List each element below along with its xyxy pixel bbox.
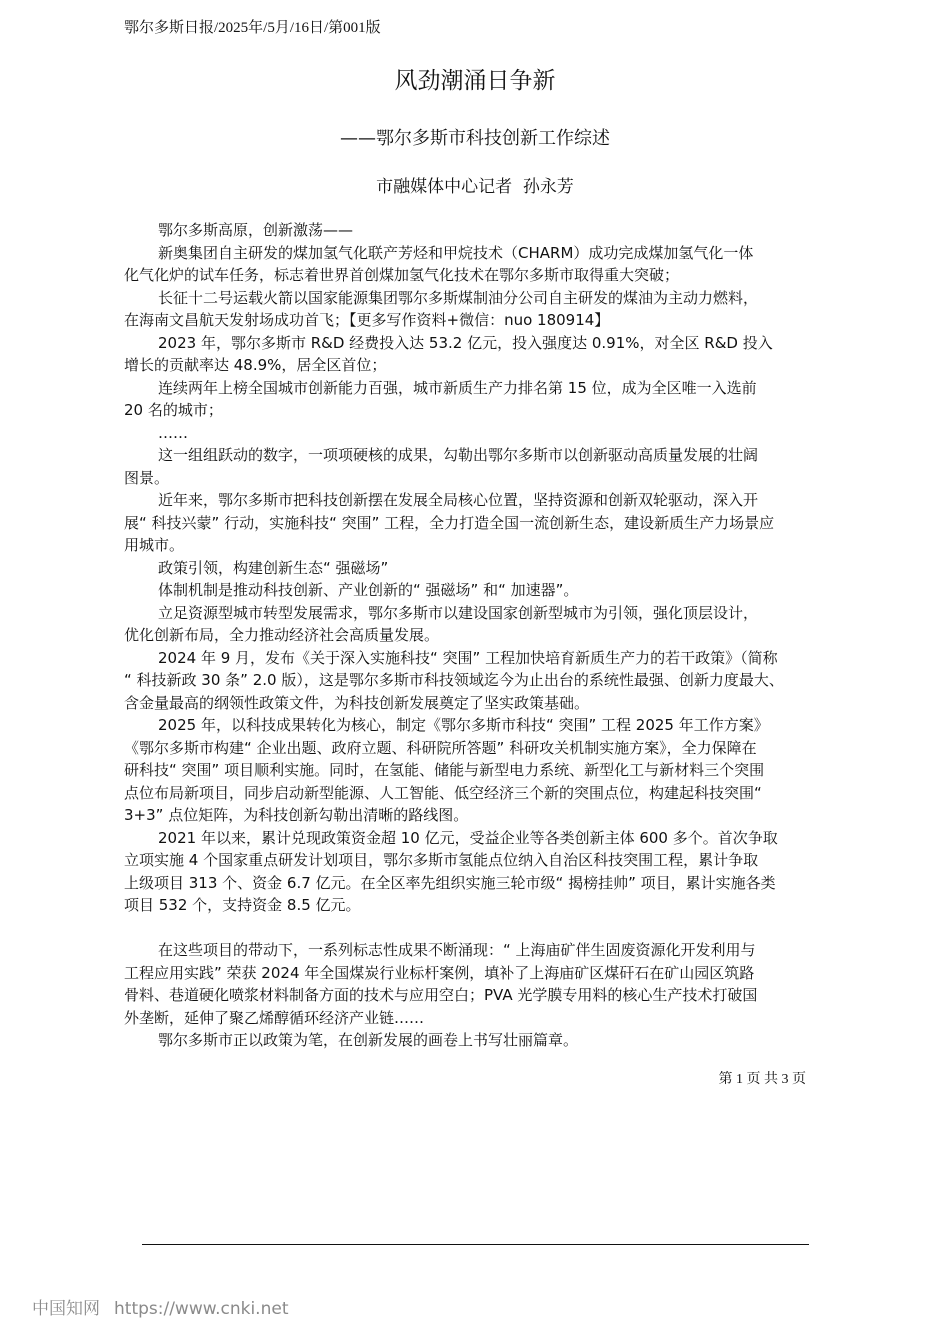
- article-author: 市融媒体中心记者 孙永芳: [376, 177, 574, 197]
- text-line: 新奥集团自主研发的煤加氢气化联产芳烃和甲烷技术（CHARM）成功完成煤加氢气化一体: [158, 243, 754, 262]
- article-title: 风劲潮涌日争新: [394, 68, 556, 94]
- footer: [32, 1294, 302, 1319]
- text-line: 鄂尔多斯高原，创新激荡——: [158, 221, 354, 239]
- text-line: 2025 年，以科技成果转化为核心，制定《鄂尔多斯市科技“ 突围” 工程 2025 年工作方案》: [158, 716, 769, 734]
- text-line: 20 名的城市；: [124, 401, 223, 419]
- text-line: 研科技“ 突围” 项目顺利实施。同时，在氢能、储能与新型电力系统、新型化工与新材料三个突围: [124, 761, 765, 779]
- text-line: 长征十二号运载火箭以国家能源集团鄂尔多斯煤制油分公司自主研发的煤油为主动力燃料，: [158, 288, 759, 307]
- text-line: 《鄂尔多斯市构建“ 企业出题、政府立题、科研院所答题” 科研攻关机制实施方案》，全力保障在: [124, 738, 757, 757]
- text-line: [124, 917, 829, 940]
- text-line: 化气化炉的试车任务，标志着世界首创煤加氢气化技术在鄂尔多斯市取得重大突破；: [124, 266, 680, 284]
- article-body: [124, 219, 829, 1052]
- article-subtitle: ——鄂尔多斯市科技创新工作综述: [340, 128, 610, 149]
- footer-url[interactable]: https://www.cnki.net: [114, 1299, 289, 1319]
- text-line: “ 科技新政 30 条” 2.0 版），这是鄂尔多斯市科技领域迄今为止出台的系统性最强、创新力度最大、: [124, 671, 784, 689]
- text-line: 用城市。: [124, 536, 185, 554]
- text-line: 连续两年上榜全国城市创新能力百强，城市新质生产力排名第 15 位，成为全区唯一入选前: [158, 378, 757, 397]
- divider: [142, 1244, 809, 1245]
- text-line: 项目 532 个，支持资金 8.5 亿元。: [124, 896, 361, 914]
- text-line: 上级项目 313 个、资金 6.7 亿元。在全区率先组织实施三轮市级“ 揭榜挂帅” 项目，累计实施各类: [124, 873, 776, 892]
- text-line: 含金量最高的纲领性政策文件，为科技创新发展奠定了坚实政策基础。: [124, 693, 590, 712]
- text-line: ……: [158, 423, 188, 442]
- text-line: 外垄断，延伸了聚乙烯醇循环经济产业链……: [124, 1008, 425, 1027]
- text-line: 优化创新布局，全力推动经济社会高质量发展。: [124, 626, 440, 644]
- text-line: 这一组组跃动的数字，一项项硬核的成果，勾勒出鄂尔多斯市以创新驱动高质量发展的壮阔: [158, 446, 759, 464]
- text-line: 在海南文昌航天发射场成功首飞；【更多写作资料+微信：nuo 180914】: [124, 311, 610, 329]
- text-line: 在这些项目的带动下，一系列标志性成果不断涌现：“ 上海庙矿伴生固废资源化开发利用与: [158, 941, 756, 959]
- text-line: 近年来，鄂尔多斯市把科技创新摆在发展全局核心位置，坚持资源和创新双轮驱动，深入开: [158, 491, 759, 509]
- text-line: 2021 年以来，累计兑现政策资金超 10 亿元，受益企业等各类创新主体 600 多个。首次争取: [158, 828, 778, 847]
- page-number: 第 1 页 共 3 页: [718, 1072, 806, 1087]
- text-line: 骨料、巷道硬化喷浆材料制备方面的技术与应用空白；PVA 光学膜专用料的核心生产技术打破国: [124, 986, 758, 1004]
- text-line: 展“ 科技兴蒙” 行动，实施科技“ 突围” 工程，全力打造全国一流创新生态，建设新质生产力场景应: [124, 513, 775, 532]
- text-line: 2023 年，鄂尔多斯市 R&D 经费投入达 53.2 亿元，投入强度达 0.91%，对全区 R&D 投入: [158, 333, 773, 352]
- text-line: 鄂尔多斯市正以政策为笔，在创新发展的画卷上书写壮丽篇章。: [158, 1031, 579, 1049]
- text-line: 图景。: [124, 468, 170, 487]
- text-line: 体制机制是推动科技创新、产业创新的“ 强磁场” 和“ 加速器”。: [158, 581, 579, 599]
- text-line: 2024 年 9 月，发布《关于深入实施科技“ 突围” 工程加快培育新质生产力的若干政策》（简称: [158, 648, 778, 667]
- text-line: 政策引领，构建创新生态“ 强磁场”: [158, 558, 389, 577]
- page-header: 鄂尔多斯日报/2025年/5月/16日/第001版: [124, 20, 381, 36]
- text-line: 立足资源型城市转型发展需求，鄂尔多斯市以建设国家创新型城市为引领，强化顶层设计，: [158, 603, 759, 622]
- text-line: 工程应用实践” 荣获 2024 年全国煤炭行业标杆案例，填补了上海庙矿区煤矸石在矿山园区筑路: [124, 963, 755, 982]
- text-line: 点位布局新项目，同步启动新型能源、人工智能、低空经济三个新的突围点位，构建起科技突围“: [124, 783, 762, 802]
- footer-site-name: 中国知网: [32, 1299, 100, 1319]
- text-line: 3+3” 点位矩阵，为科技创新勾勒出清晰的路线图。: [124, 806, 469, 824]
- text-line: 立项实施 4 个国家重点研发计划项目，鄂尔多斯市氢能点位纳入自治区科技突围工程，累计争取: [124, 851, 759, 869]
- text-line: 增长的贡献率达 48.9%，居全区首位；: [124, 356, 387, 374]
